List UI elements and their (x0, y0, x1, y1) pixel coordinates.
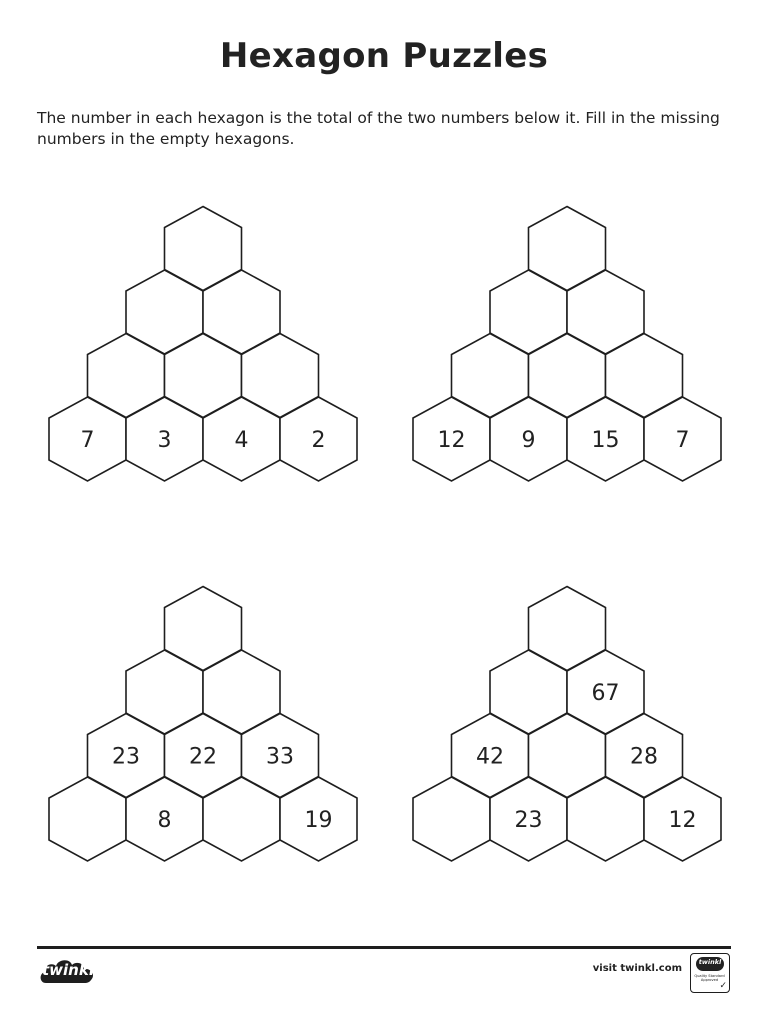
hexagon-puzzle-2 (413, 207, 721, 482)
hexagon-number: 8 (157, 808, 172, 833)
twinkl-logo (38, 955, 98, 987)
hexagon-number: 67 (591, 681, 620, 706)
badge-logo (696, 957, 724, 971)
quality-badge (690, 953, 730, 993)
hexagon-number: 15 (591, 428, 620, 453)
site-link[interactable]: visit twinkl.com (592, 963, 682, 974)
hexagon-number: 33 (266, 744, 294, 770)
page-title: Hexagon Puzzles (219, 36, 549, 76)
hexagon-puzzle-4 (413, 587, 721, 862)
hexagon-puzzle-3 (49, 587, 357, 862)
hexagon-number: 22 (189, 744, 217, 770)
hexagon-number: 2 (311, 428, 326, 453)
hexagon-number: 7 (675, 428, 690, 453)
hexagon-number: 42 (476, 744, 504, 770)
hexagon-number: 12 (668, 808, 697, 833)
hexagon-number: 4 (234, 428, 249, 453)
footer-divider (37, 946, 731, 949)
hexagon-number: 9 (521, 428, 536, 453)
hexagon-number: 7 (80, 428, 95, 453)
badge-logo-text: twinkl (698, 958, 722, 966)
hexagon-number: 23 (514, 808, 543, 833)
hexagon-number: 28 (630, 744, 658, 770)
hexagon-number: 12 (437, 428, 466, 453)
checkmark-icon: ✓ (719, 981, 727, 991)
hexagon-number: 3 (157, 428, 172, 453)
hexagon-number: 19 (304, 808, 333, 833)
instructions-text: The number in each hexagon is the total of the two numbers below it. Fill in the missing numbers in the empty hexagons. (37, 109, 720, 148)
badge-caption: Quality Standard Approved (694, 974, 725, 983)
logo-text: twinkl (42, 961, 94, 979)
hexagon-number: 23 (112, 744, 140, 770)
hexagon-puzzle-1 (49, 207, 357, 482)
